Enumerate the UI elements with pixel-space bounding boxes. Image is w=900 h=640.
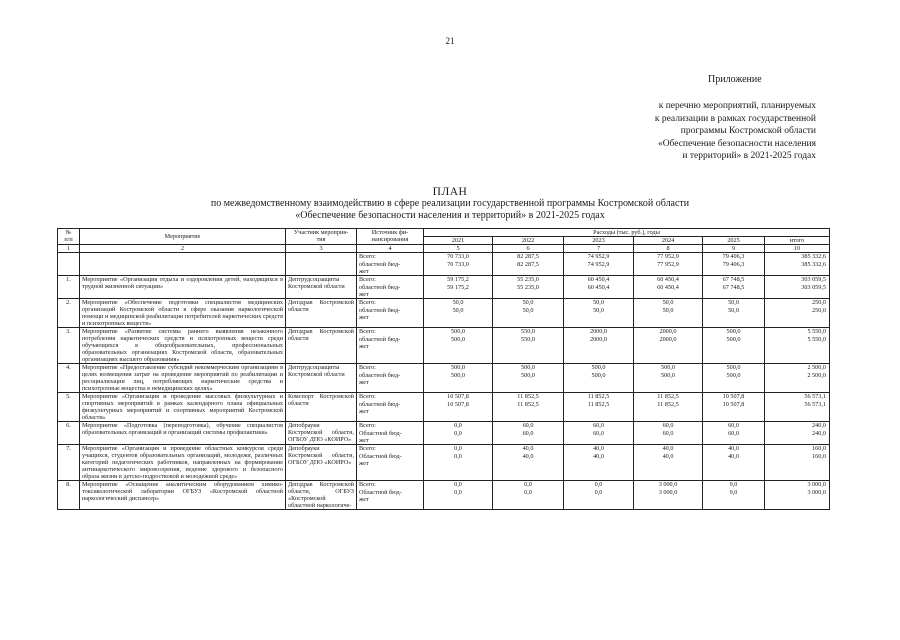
value-cell (703, 328, 765, 364)
value: 0,0 (524, 489, 532, 496)
total-value-cell (564, 253, 634, 276)
value-cell (564, 481, 634, 510)
header-year: 2021 (424, 237, 493, 245)
value: 40,0 (728, 445, 739, 452)
value-cell (493, 364, 564, 393)
value-cell (424, 328, 493, 364)
appendix-title: Приложение (708, 74, 762, 85)
value-cell (765, 364, 830, 393)
value: 82 287,5 (517, 261, 539, 268)
event-participant: Депздрав Костромской области (286, 328, 357, 364)
value-cell (424, 393, 493, 422)
value-cell (703, 393, 765, 422)
row-number: 7. (58, 445, 80, 481)
event-description: Мероприятие «Организация отдыха и оздоровления детей, находящихся в трудной жизненной ситуации» (80, 276, 286, 299)
table-row (58, 328, 830, 364)
value: 60,0 (593, 430, 604, 437)
event-participant: Депобрауки Костромской области, ОГБОУ ДПО «КОИРО» (286, 422, 357, 445)
value: 50,0 (522, 307, 534, 314)
value: 385 332,6 (801, 253, 826, 260)
value: 11 852,5 (517, 393, 539, 400)
event-participant: Депобрауки Костромской области, ОГБОУ ДПО «КОИРО» (286, 445, 357, 481)
value: 10 507,8 (447, 401, 469, 408)
value: 40,0 (728, 453, 739, 460)
header-total: итого (765, 237, 830, 245)
value-cell (493, 299, 564, 328)
value: 2 500,0 (807, 372, 826, 379)
value-cell (703, 299, 765, 328)
table-row (58, 299, 830, 328)
table-header-row (58, 229, 830, 237)
value: 500,0 (451, 372, 465, 379)
value-cell (703, 445, 765, 481)
table-row (58, 422, 830, 445)
appendix-line: «Обеспечение безопасности населения (657, 138, 816, 149)
value: 160,0 (812, 445, 826, 452)
event-participant: Депздрав Костромской области, ОГБУЗ «Костромской областной наркологиче- (286, 481, 357, 510)
value: 500,0 (661, 364, 675, 371)
value-cell (493, 481, 564, 510)
value: 60 450,4 (657, 284, 679, 291)
value: 0,0 (454, 481, 462, 488)
header-num: № п/п (58, 229, 80, 245)
value: 0,0 (454, 489, 462, 496)
value: 40,0 (593, 445, 604, 452)
row-number: 6. (58, 422, 80, 445)
value: 70 733,0 (447, 261, 469, 268)
value: 59 175,2 (447, 276, 469, 283)
plan-title: ПЛАН (432, 186, 468, 198)
col-number: 5 (424, 245, 493, 253)
value-cell (424, 445, 493, 481)
header-year: 2022 (493, 237, 564, 245)
total-sources (357, 253, 424, 276)
value: 3 000,0 (807, 489, 826, 496)
value: 11 852,5 (587, 393, 610, 400)
funding-source (357, 393, 424, 422)
event-description: Мероприятие «Организация и проведение областных конкурсов среди учащихся, студентов образовательных организаций, молодежи, различных категорий педагогических работников, направленных на формирование антинаркотического мировоззрения, ведение здорового и безопасного образа жизни в детско-подростковой и молодежной среде» (80, 445, 286, 481)
value: 303 059,5 (801, 284, 826, 291)
value-cell (493, 393, 564, 422)
row-number: 2. (58, 299, 80, 328)
value: 385 332,6 (801, 261, 826, 268)
value: 2000,0 (659, 336, 677, 343)
value: 56 573,1 (804, 401, 826, 408)
funding-source (357, 299, 424, 328)
value-cell (634, 299, 703, 328)
source-label: Всего: (359, 364, 376, 371)
table-row (58, 276, 830, 299)
funding-source (357, 481, 424, 510)
col-number: 6 (493, 245, 564, 253)
value: 500,0 (451, 328, 465, 335)
source-label: Всего: (359, 445, 376, 452)
value: 10 507,8 (722, 401, 745, 408)
value: 500,0 (726, 336, 741, 343)
value: 50,0 (452, 299, 464, 306)
value: 10 507,8 (447, 393, 469, 400)
source-label: областной бюд- жет (359, 372, 401, 386)
col-number: 2 (80, 245, 286, 253)
header-year: 2024 (634, 237, 703, 245)
source-label: Областной бюд- жет (359, 430, 402, 444)
value: 79 406,3 (722, 261, 745, 268)
value: 50,0 (593, 299, 604, 306)
value: 50,0 (728, 307, 739, 314)
value: 60,0 (593, 422, 604, 429)
row-number: 5. (58, 393, 80, 422)
value: 40,0 (662, 453, 674, 460)
value-cell (493, 276, 564, 299)
source-label: Областной бюд- жет (359, 489, 402, 503)
event-description: Мероприятие «Обеспечение подготовки специалистов медицинских организаций Костромской области в сфере оказания наркологической помощи и медицинской реабилитации потребителей наркотических средств и психотропных веществ» (80, 299, 286, 328)
value: 550,0 (521, 328, 535, 335)
value: 40,0 (522, 453, 534, 460)
value-cell (564, 422, 634, 445)
value-cell (493, 445, 564, 481)
value: 60,0 (662, 430, 674, 437)
col-number: 9 (703, 245, 765, 253)
value-cell (703, 422, 765, 445)
header-event: Мероприятие (80, 229, 286, 245)
value: 0,0 (729, 489, 738, 496)
total-num (58, 253, 80, 276)
value: 2 500,0 (807, 364, 826, 371)
value: 0,0 (729, 481, 738, 488)
total-event (80, 253, 286, 276)
value-cell (634, 364, 703, 393)
funding-source (357, 328, 424, 364)
column-number-row (58, 245, 830, 253)
source-label: областной бюд- жет (359, 336, 401, 350)
plan-subtitle: по межведомственному взаимодействию в сфере реализации государственной программы Костромской области (210, 198, 690, 209)
value: 11 852,5 (657, 401, 679, 408)
value: 500,0 (591, 364, 606, 371)
funding-source (357, 445, 424, 481)
total-row (58, 253, 830, 276)
value: 59 175,2 (447, 284, 469, 291)
value-cell (634, 276, 703, 299)
value: 60 450,4 (587, 284, 610, 291)
header-expenses: Расходы (тыс. руб.), годы (424, 229, 830, 237)
value: 60,0 (728, 430, 739, 437)
value-cell (564, 445, 634, 481)
value: 50,0 (593, 307, 604, 314)
value-cell (765, 328, 830, 364)
value-cell (493, 422, 564, 445)
source-label: Всего: (359, 481, 376, 488)
value: 0,0 (454, 445, 462, 452)
value-cell (424, 276, 493, 299)
value-cell (424, 422, 493, 445)
col-number: 7 (564, 245, 634, 253)
event-description: Мероприятие «Оснащение аналитическим оборудованием химико-токсикологической лаборатории ОГБУЗ «Костромской областной наркологический диспансер» (80, 481, 286, 510)
value: 500,0 (726, 364, 741, 371)
value: 55 235,0 (517, 284, 539, 291)
source-label: Всего: (359, 393, 376, 400)
source-label: Областной бюд- жет (359, 453, 402, 467)
value: 500,0 (521, 372, 535, 379)
value: 3 000,0 (807, 481, 826, 488)
event-participant: Комспорт Костромской области (286, 393, 357, 422)
col-number: 8 (634, 245, 703, 253)
page-number: 21 (445, 36, 455, 46)
row-number: 3. (58, 328, 80, 364)
header-year: 2025 (703, 237, 765, 245)
source-label: Всего: (359, 276, 376, 283)
value: 11 852,5 (657, 393, 679, 400)
value: 3 000,0 (658, 481, 678, 488)
value: 500,0 (661, 372, 675, 379)
value: 500,0 (726, 328, 741, 335)
value: 74 952,9 (587, 253, 610, 260)
value: 0,0 (454, 422, 462, 429)
value-cell (703, 276, 765, 299)
value: 82 287,5 (517, 253, 539, 260)
value: 0,0 (594, 481, 603, 488)
value-cell (424, 299, 493, 328)
funding-source (357, 422, 424, 445)
value: 60,0 (522, 422, 534, 429)
funding-source (357, 276, 424, 299)
event-participant: Дептрудсоцзащиты Костромской области (286, 276, 357, 299)
source-label: областной бюд- жет (359, 307, 401, 321)
value: 40,0 (522, 445, 534, 452)
value: 67 748,5 (722, 276, 745, 283)
value: 5 550,0 (807, 336, 826, 343)
value-cell (634, 445, 703, 481)
value-cell (765, 481, 830, 510)
value-cell (424, 364, 493, 393)
header-source: Источник фи- нансирования (357, 229, 424, 245)
value: 160,0 (812, 453, 826, 460)
value: 11 852,5 (587, 401, 610, 408)
total-value-cell (703, 253, 765, 276)
appendix-line: программы Костромской области (680, 126, 816, 136)
value: 10 507,8 (722, 393, 745, 400)
value: 250,0 (812, 307, 826, 314)
value: 5 550,0 (807, 328, 826, 335)
value: 67 748,5 (722, 284, 745, 291)
source-label: областной бюд- жет (359, 284, 401, 298)
plan-subtitle-program: «Обеспечение безопасности населения и территорий» в 2021-2025 годах (295, 210, 605, 221)
value-cell (703, 364, 765, 393)
col-number: 10 (765, 245, 830, 253)
value: 77 952,9 (657, 261, 679, 268)
value: 70 733,0 (447, 253, 469, 260)
total-value-cell (765, 253, 830, 276)
value: 500,0 (726, 372, 741, 379)
value: 11 852,5 (517, 401, 539, 408)
value: 500,0 (451, 364, 465, 371)
event-description: Мероприятие «Подготовка (переподготовка), обучение специалистов образовательных организаций и организаций системы профилактики» (80, 422, 286, 445)
row-number: 4. (58, 364, 80, 393)
value-cell (634, 328, 703, 364)
value-cell (564, 393, 634, 422)
source-label: Всего: (359, 299, 376, 306)
value: 50,0 (728, 299, 739, 306)
value: 500,0 (591, 372, 606, 379)
value-cell (493, 328, 564, 364)
value: 55 235,0 (517, 276, 539, 283)
funding-source (357, 364, 424, 393)
table-row (58, 445, 830, 481)
row-number: 8. (58, 481, 80, 510)
value: 50,0 (452, 307, 464, 314)
value: 3 000,0 (658, 489, 678, 496)
appendix-line: к перечню мероприятий, планируемых (658, 101, 816, 111)
value-cell (765, 299, 830, 328)
value-cell (634, 481, 703, 510)
table-row (58, 364, 830, 393)
value-cell (634, 422, 703, 445)
row-number: 1. (58, 276, 80, 299)
value-cell (703, 481, 765, 510)
header-year: 2023 (564, 237, 634, 245)
value: 2000,0 (589, 336, 607, 343)
appendix-line: и территорий» в 2021-2025 годах (682, 151, 816, 161)
value: 0,0 (594, 489, 603, 496)
value: 60,0 (728, 422, 739, 429)
source-label: Всего: (359, 253, 376, 260)
event-description: Мероприятие «Развитие системы раннего выявления незаконного потребления наркотических средств и психотропных веществ среди обучающихся в общеобразовательных, профессиональных образовательных организациях Костромской области, образовательных организациях высшего образования» (80, 328, 286, 364)
value: 2000,0 (659, 328, 677, 335)
value: 0,0 (524, 481, 532, 488)
value-cell (634, 393, 703, 422)
value: 50,0 (662, 307, 674, 314)
source-label: областной бюд- жет (359, 401, 401, 415)
value: 0,0 (454, 430, 462, 437)
value: 60 450,4 (587, 276, 610, 283)
table-row (58, 481, 830, 510)
plan-table (57, 228, 830, 510)
value: 2000,0 (589, 328, 607, 335)
header-participant: Участник мероприя- тия (286, 229, 357, 245)
value: 74 952,9 (587, 261, 610, 268)
value: 240,0 (812, 430, 826, 437)
value-cell (564, 328, 634, 364)
table-row (58, 393, 830, 422)
value: 303 059,5 (801, 276, 826, 283)
value: 0,0 (454, 453, 462, 460)
value: 50,0 (522, 299, 534, 306)
appendix-line: к реализации в рамках государственной (654, 113, 816, 124)
value: 500,0 (451, 336, 465, 343)
value-cell (564, 276, 634, 299)
value-cell (765, 422, 830, 445)
total-value-cell (493, 253, 564, 276)
value-cell (765, 445, 830, 481)
col-number: 1 (58, 245, 80, 253)
source-label: Всего: (359, 422, 376, 429)
value: 79 406,3 (722, 253, 745, 260)
value-cell (424, 481, 493, 510)
col-number: 4 (357, 245, 424, 253)
source-label: областной бюд- жет (359, 261, 401, 275)
col-number: 3 (286, 245, 357, 253)
total-value-cell (634, 253, 703, 276)
value-cell (564, 364, 634, 393)
value: 40,0 (593, 453, 604, 460)
value-cell (765, 393, 830, 422)
total-value-cell (424, 253, 493, 276)
value: 240,0 (812, 422, 826, 429)
value: 50,0 (662, 299, 674, 306)
value: 250,0 (812, 299, 826, 306)
value: 60,0 (522, 430, 534, 437)
value: 56 573,1 (804, 393, 826, 400)
value-cell (765, 276, 830, 299)
appendix-reference (566, 100, 816, 163)
value: 40,0 (662, 445, 674, 452)
event-participant: Депздрав Костромской области (286, 299, 357, 328)
value: 77 952,9 (657, 253, 679, 260)
value: 500,0 (521, 364, 535, 371)
value: 60,0 (662, 422, 674, 429)
source-label: Всего: (359, 328, 376, 335)
value: 60 450,4 (657, 276, 679, 283)
event-description: Мероприятие «Организация и проведение массовых физкультурных и спортивных мероприятий в рамках календарного плана официальных физкультурных мероприятий и спортивных мероприятий Костромской области» (80, 393, 286, 422)
total-participant (286, 253, 357, 276)
value-cell (564, 299, 634, 328)
event-participant: Дептрудсоцзащиты Костромской области (286, 364, 357, 393)
event-description: Мероприятие «Предоставление субсидий некоммерческим организациям в целях возмещения затрат на проведение мероприятий по реабилитации и ресоциализации лиц, потребляющих наркотические средства и психотропные вещества в немедицинских целях» (80, 364, 286, 393)
value: 550,0 (521, 336, 535, 343)
